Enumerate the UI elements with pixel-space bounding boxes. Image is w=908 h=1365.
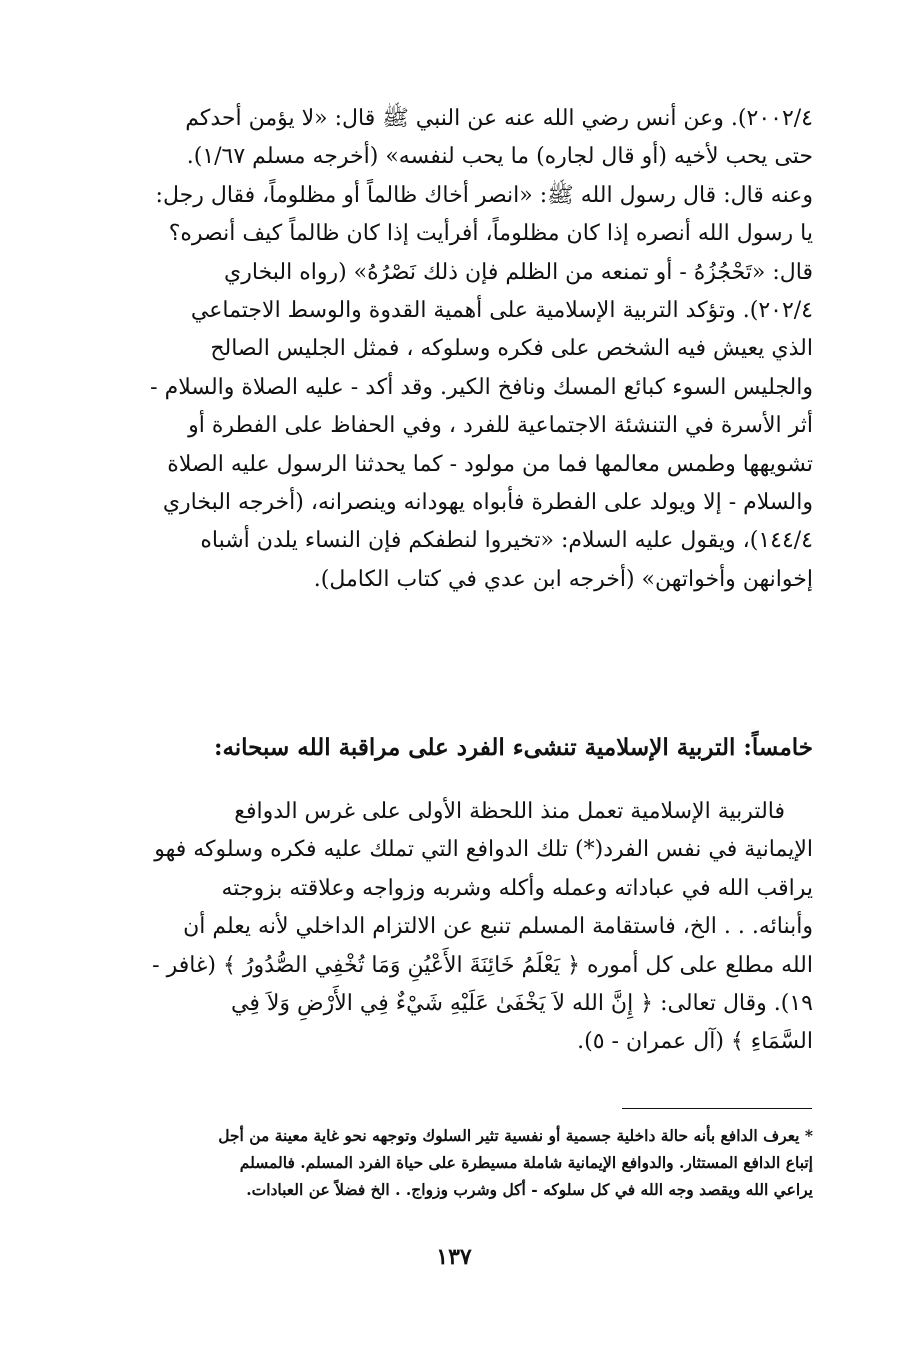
text-line: الإيمانية في نفس الفرد(*) تلك الدوافع التي تملك عليه فكره وسلوكه فهو [154, 837, 813, 863]
text-line: ١٤٤/٤)، ويقول عليه السلام: «تخيروا لنطفكم فإن النساء يلدن أشباه [200, 528, 813, 554]
footnote-line: * يعرف الدافع بأنه حالة داخلية جسمية أو نفسية تثير السلوك وتوجهه نحو غاية معينة من أجل [218, 1126, 813, 1145]
section-heading: خامساً: التربية الإسلامية تنشىء الفرد على مراقبة الله سبحانه: [213, 734, 813, 761]
text-line: يراقب الله في عباداته وعمله وأكله وشربه وزواجه وعلاقته بزوجته [221, 875, 813, 901]
text-line: ٢٠٠٢/٤). وعن أنس رضي الله عنه عن النبي ﷺ قال: «لا يؤمن أحدكم [185, 106, 813, 131]
text-line: إخوانهن وأخواتهن» (أخرجه ابن عدي في كتاب الكامل). [313, 566, 813, 592]
text-line: وأبنائه. . . الخ، فاستقامة المسلم تنبع عن الالتزام الداخلي لأنه يعلم أن [183, 914, 813, 940]
text-line: أثر الأسرة في التنشئة الاجتماعية للفرد ، وفي الحفاظ على الفطرة أو [188, 413, 813, 439]
footnote-divider [622, 1108, 812, 1109]
text-line: يا رسول الله أنصره إذا كان مظلوماً، أفرأيت إذا كان ظالماً كيف أنصره؟ [168, 221, 813, 247]
paragraph-section-5 [105, 793, 813, 1062]
text-line: فالتربية الإسلامية تعمل منذ اللحظة الأولى على غرس الدوافع [234, 799, 785, 824]
text-line: الذي يعيش فيه الشخص على فكره وسلوكه ، فمثل الجليس الصالح [210, 336, 813, 362]
footnote-line: يراعي الله ويقصد وجه الله في كل سلوكه - أكل وشرب وزواج. . الخ فضلاً عن العبادات. [246, 1180, 813, 1199]
text-line: قال: «تَحْجُزُهُ - أو تمنعه من الظلم فإن ذلك نَصْرُهُ» (رواه البخاري [224, 259, 813, 285]
text-line: والجليس السوء كبائع المسك ونافخ الكير. وقد أكد - عليه الصلاة والسلام - [150, 374, 813, 400]
text-line: ١٩). وقال تعالى: ﴿ إِنَّ الله لاَ يَخْفَىٰ عَلَيْهِ شَيْءٌ فِي الأَرْضِ وَلاَ فِي [231, 991, 813, 1017]
text-line: ٢٠٢/٤). وتؤكد التربية الإسلامية على أهمية القدوة والوسط الاجتماعي [190, 298, 813, 324]
paragraph-hadith [105, 100, 813, 599]
text-line: الله مطلع على كل أموره ﴿ يَعْلَمُ خَائِنَةَ الأَعْيُنِ وَمَا تُخْفِي الصُّدُورُ ﴾ (غافر - [152, 952, 813, 978]
text-line: حتى يحب لأخيه (أو قال لجاره) ما يحب لنفسه» (أخرجه مسلم ١/٦٧). [186, 144, 813, 170]
text-line: وعنه قال: قال رسول الله ﷺ: «انصر أخاك ظالماً أو مظلوماً، فقال رجل: [155, 182, 813, 208]
section-body [105, 793, 813, 1062]
text-line: تشويهها وطمس معالمها فما من مولود - كما يحدثنا الرسول عليه الصلاة [167, 451, 813, 477]
footnote-line: إتباع الدافع المستثار. والدوافع الإيمانية شاملة مسيطرة على حياة الفرد المسلم. فالمسلم [239, 1153, 813, 1172]
text-line: السَّمَاءِ ﴾ (آل عمران - ٥). [577, 1029, 813, 1055]
text-line: والسلام - إلا ويولد على الفطرة فأبواه يهودانه وينصرانه، (أخرجه البخاري [162, 490, 813, 516]
page-body [105, 100, 813, 599]
footnote [105, 1122, 813, 1203]
page-number: ١٣٧ [436, 1244, 472, 1270]
